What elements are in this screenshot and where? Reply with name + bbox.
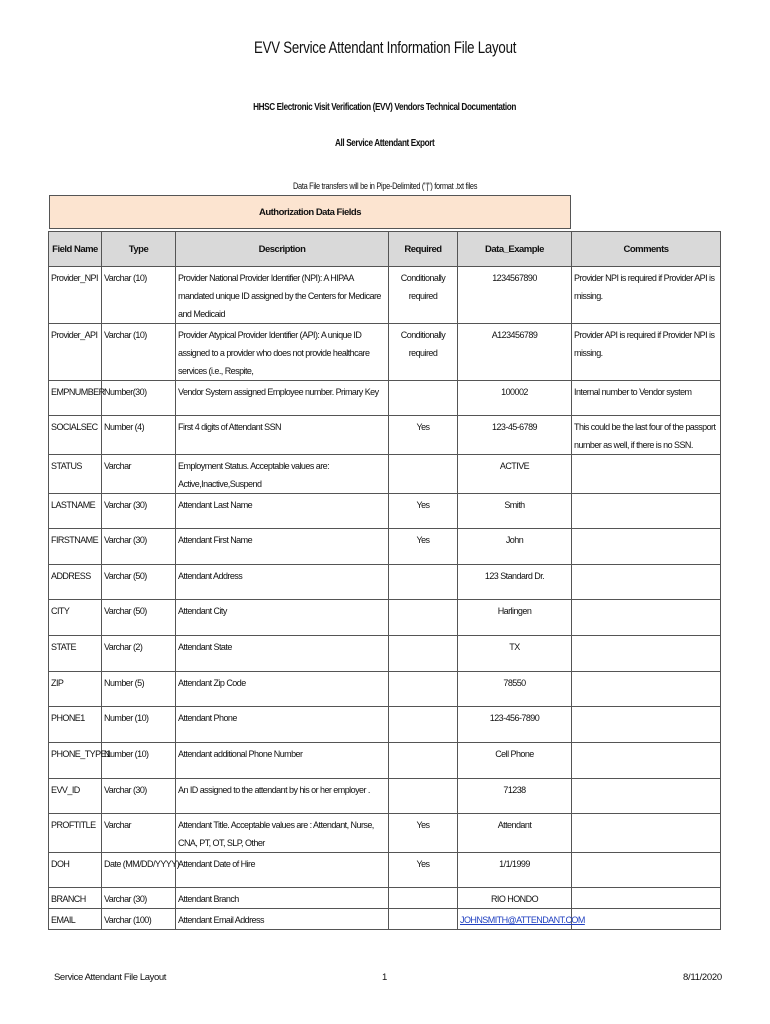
cell-comments (572, 909, 721, 930)
cell-type: Varchar (102, 814, 176, 853)
cell-description: Attendant Phone (176, 707, 389, 743)
cell-required (389, 381, 458, 416)
cell-description: An ID assigned to the attendant by his or her employer . (176, 779, 389, 814)
cell-description: First 4 digits of Attendant SSN (176, 416, 389, 455)
cell-required (389, 565, 458, 600)
cell-data-example: TX (458, 636, 572, 672)
cell-data-example: 1234567890 (458, 267, 572, 324)
cell-comments (572, 743, 721, 779)
table-row (49, 636, 721, 672)
cell-required: Conditionally required (389, 267, 458, 324)
cell-type: Varchar (10) (102, 267, 176, 324)
table-row (49, 324, 721, 381)
cell-required: Conditionally required (389, 324, 458, 381)
cell-comments: Internal number to Vendor system (572, 381, 721, 416)
table-row (49, 494, 721, 529)
cell-type: Number (5) (102, 672, 176, 707)
cell-field-name: SOCIALSEC (49, 416, 102, 455)
cell-description: Attendant additional Phone Number (176, 743, 389, 779)
cell-description: Attendant State (176, 636, 389, 672)
table-row (49, 600, 721, 636)
cell-field-name: BRANCH (49, 888, 102, 909)
footer-page-number: 1 (382, 972, 388, 983)
col-header-required: Required (389, 232, 458, 267)
cell-type: Number (10) (102, 707, 176, 743)
cell-type: Varchar (2) (102, 636, 176, 672)
table-header-row (49, 232, 721, 267)
cell-comments (572, 779, 721, 814)
cell-data-example: 123 Standard Dr. (458, 565, 572, 600)
table-row (49, 909, 721, 930)
cell-required (389, 636, 458, 672)
table-row (49, 416, 721, 455)
cell-field-name: PHONE1 (49, 707, 102, 743)
footer-doc-name: Service Attendant File Layout (54, 972, 166, 983)
cell-type: Varchar (102, 455, 176, 494)
table-row (49, 267, 721, 324)
cell-field-name: CITY (49, 600, 102, 636)
table-row (49, 779, 721, 814)
cell-description: Vendor System assigned Employee number. Primary Key (176, 381, 389, 416)
cell-description: Provider National Provider Identifier (NPI): A HIPAA mandated unique ID assigned by the Centers for Medicare and Medicaid (176, 267, 389, 324)
cell-comments (572, 455, 721, 494)
cell-description: Attendant Email Address (176, 909, 389, 930)
cell-data-example: 71238 (458, 779, 572, 814)
cell-comments: This could be the last four of the passport number as well, if there is no SSN. (572, 416, 721, 455)
cell-description: Provider Atypical Provider Identifier (API): A unique ID assigned to a provider who does not provide healthcare services (i.e., Respite, (176, 324, 389, 381)
cell-field-name: DOH (49, 853, 102, 888)
table-row (49, 853, 721, 888)
cell-type: Varchar (10) (102, 324, 176, 381)
cell-field-name: FIRSTNAME (49, 529, 102, 565)
cell-comments (572, 636, 721, 672)
cell-type: Varchar (30) (102, 494, 176, 529)
cell-required (389, 743, 458, 779)
table-row (49, 672, 721, 707)
cell-description: Attendant First Name (176, 529, 389, 565)
table-row (49, 529, 721, 565)
cell-comments (572, 529, 721, 565)
col-header-data-example: Data_Example (458, 232, 572, 267)
cell-type: Number (4) (102, 416, 176, 455)
table-row (49, 814, 721, 853)
cell-type: Date (MM/DD/YYYY) (102, 853, 176, 888)
cell-data-example: A123456789 (458, 324, 572, 381)
cell-required (389, 600, 458, 636)
section-header: Authorization Data Fields (49, 195, 571, 229)
fields-table (48, 231, 721, 930)
cell-comments: Provider NPI is required if Provider API is missing. (572, 267, 721, 324)
cell-description: Attendant City (176, 600, 389, 636)
table-row (49, 707, 721, 743)
cell-field-name: PHONE_TYPE1 (49, 743, 102, 779)
cell-description: Attendant Title. Acceptable values are : Attendant, Nurse, CNA, PT, OT, SLP, Other (176, 814, 389, 853)
cell-required: Yes (389, 494, 458, 529)
cell-field-name: Provider_NPI (49, 267, 102, 324)
table-row (49, 743, 721, 779)
cell-field-name: Provider_API (49, 324, 102, 381)
cell-data-example: RIO HONDO (458, 888, 572, 909)
cell-field-name: EMAIL (49, 909, 102, 930)
cell-field-name: ZIP (49, 672, 102, 707)
cell-data-example: 1/1/1999 (458, 853, 572, 888)
cell-type: Varchar (50) (102, 600, 176, 636)
cell-data-example: 123-456-7890 (458, 707, 572, 743)
cell-required (389, 672, 458, 707)
cell-comments (572, 565, 721, 600)
file-format-note: Data File transfers will be in Pipe-Delimited ("|") format .txt files (292, 181, 478, 192)
cell-data-example: Smith (458, 494, 572, 529)
email-link[interactable]: JOHNSMITH@ATTENDANT.COM (460, 915, 585, 925)
cell-required (389, 455, 458, 494)
cell-data-example: 78550 (458, 672, 572, 707)
cell-type: Number(30) (102, 381, 176, 416)
cell-required (389, 909, 458, 930)
cell-data-example: 100002 (458, 381, 572, 416)
cell-description: Attendant Zip Code (176, 672, 389, 707)
cell-required (389, 707, 458, 743)
cell-description: Attendant Date of Hire (176, 853, 389, 888)
cell-field-name: EMPNUMBER (49, 381, 102, 416)
cell-type: Varchar (30) (102, 529, 176, 565)
cell-data-example: Cell Phone (458, 743, 572, 779)
cell-description: Attendant Address (176, 565, 389, 600)
cell-comments (572, 814, 721, 853)
col-header-description: Description (176, 232, 389, 267)
cell-required: Yes (389, 853, 458, 888)
cell-data-example (458, 909, 585, 930)
table-row (49, 888, 721, 909)
cell-comments (572, 888, 721, 909)
cell-comments (572, 494, 721, 529)
export-name: All Service Attendant Export (335, 137, 435, 149)
cell-comments: Provider API is required if Provider NPI is missing. (572, 324, 721, 381)
cell-type: Varchar (30) (102, 779, 176, 814)
cell-comments (572, 672, 721, 707)
cell-type: Varchar (50) (102, 565, 176, 600)
cell-type: Varchar (30) (102, 888, 176, 909)
document-subtitle: HHSC Electronic Visit Verification (EVV) Vendors Technical Documentation (253, 101, 517, 113)
cell-type: Number (10) (102, 743, 176, 779)
cell-comments (572, 853, 721, 888)
footer-date: 8/11/2020 (683, 972, 722, 983)
cell-required (389, 779, 458, 814)
table-row (49, 381, 721, 416)
table-row (49, 455, 721, 494)
cell-comments (572, 707, 721, 743)
cell-field-name: STATUS (49, 455, 102, 494)
cell-field-name: EVV_ID (49, 779, 102, 814)
cell-field-name: STATE (49, 636, 102, 672)
cell-comments (572, 600, 721, 636)
col-header-type: Type (102, 232, 176, 267)
cell-data-example: 123-45-6789 (458, 416, 572, 455)
col-header-comments: Comments (572, 232, 721, 267)
cell-data-example: ACTIVE (458, 455, 572, 494)
cell-type: Varchar (100) (102, 909, 176, 930)
cell-required: Yes (389, 529, 458, 565)
cell-data-example: Harlingen (458, 600, 572, 636)
cell-data-example: John (458, 529, 572, 565)
col-header-field-name: Field Name (49, 232, 102, 267)
cell-required (389, 888, 458, 909)
cell-field-name: ADDRESS (49, 565, 102, 600)
cell-description: Employment Status. Acceptable values are: Active,Inactive,Suspend (176, 455, 389, 494)
cell-required: Yes (389, 416, 458, 455)
document-title: EVV Service Attendant Information File Layout (253, 38, 517, 57)
cell-field-name: PROFTITLE (49, 814, 102, 853)
cell-field-name: LASTNAME (49, 494, 102, 529)
cell-data-example: Attendant (458, 814, 572, 853)
cell-description: Attendant Last Name (176, 494, 389, 529)
table-row (49, 565, 721, 600)
cell-description: Attendant Branch (176, 888, 389, 909)
cell-required: Yes (389, 814, 458, 853)
